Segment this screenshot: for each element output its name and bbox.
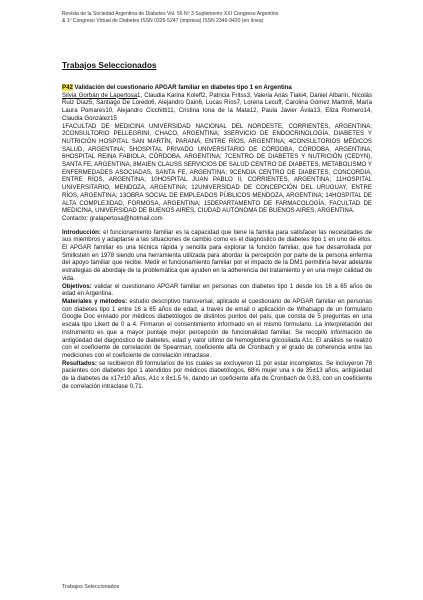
objectives-label: Objetivos:	[62, 282, 92, 290]
section-title: Trabajos Seleccionados	[62, 60, 157, 70]
objectives-text: validar el cuestionario APGAR familiar en personas con diabetes tipo 1 desde los 16 a 65 años de edad en Argentina.	[62, 282, 372, 298]
results-text: se recibieron 89 formularios de los cuales se excluyeron 11 por estar incompletos. Se incluyeron 78 pacientes con diabetes tipo 1 atendidos por médicos diabetólogos, 68% mujer una x de 35±13 años, antigüedad de la diabetes de x17±10 años, A1c x 8±1.5 %, dando un coeficiente alfa de Cronbach de 0,83, con un coeficiente de correlación intraclase 0,71.	[62, 359, 372, 390]
methods	[62, 298, 372, 360]
abstract-heading	[62, 84, 372, 92]
introduction-label: Introducción:	[62, 228, 101, 236]
methods-label: Materiales y métodos:	[62, 297, 128, 305]
abstract-title: Validación del cuestionario APGAR familiar en diabetes tipo 1 en Argentina	[72, 84, 292, 91]
results	[62, 360, 372, 391]
affiliations: 1FACULTAD DE MEDICINA UNIVERSIDAD NACIONAL DEL NORDESTE, CORRIENTES, ARGENTINA; 2CONSULTORIO PELLEGRINI, CHACO, ARGENTINA; 3SERVICIO DE ENDOCRINOLOGÍA, DIABETES Y NUTRICIÓN HOSPITAL SAN MARTÍN, PARANÁ, ENTRE RÍOS, ARGENTINA; 4CONSULTORIOS MÉDICOS SALUD, ARGENTINA; 5HOSPITAL PRIVADO UNIVERSITARIO DE CÓRDOBA, CÓRDOBA, ARGENTINA; 6HOSPITAL REINA FABIOLA, CÓRDOBA, ARGENTINA; 7CENTRO DE DIABETES Y NUTRICIÓN (CEDYN), SANTA FE, ARGENTINA; 8MAIEN CLAUSS SERVICIOS DE SALUD CENTRO DE DIABETES, METABOLISMO Y ENFERMEDADES ASOCIADAS, SANTA FE, ARGENTINA; 9CENDIA CENTRO DE DIABETES, CONCORDIA, ENTRE RÍOS, ARGENTINA; 10HOSPITAL JUAN PABLO II, CORRIENTES, ARGENTINA; 11HOSPITAL UNIVERSITARIO, MENDOZA, ARGENTINA; 12UNIVERSIDAD DE CONCEPCIÓN DEL URUGUAY, ENTRE RÍOS, ARGENTINA; 13OBRA SOCIAL DE EMPLEADOS PÚBLICOS MENDOZA, ARGENTINA; 14HOSPITAL DE ALTA COMPLEJIDAD, FORMOSA, ARGENTINA; 15DEPARTAMENTO DE FARMACOLOGÍA, FACULTAD DE MEDICINA, UNIVERSIDAD DE BUENOS AIRES, CIUDAD AUTÓNOMA DE BUENOS AIRES, ARGENTINA.	[62, 122, 372, 215]
introduction	[62, 229, 372, 283]
header-line-1: Revista de la Sociedad Argentina de Diabetes Vol. 56 Nº 3 Suplemento XXI Congreso Argentino	[62, 11, 279, 17]
methods-text: estudio descriptivo transversal, aplicado el cuestionario de APGAR familiar en personas con diabetes tipo 1 entre 16 a 65 años de edad, a través de email o aplicación de Whatsapp de un formulario Google Doc enviado por médicos diabetólogos de distintos puntos del país, que consta de 5 preguntas en una escala tipo Likert de 0 a 4. Firmaron el consentimiento informado en el mismo formulario. La interpretación del instrumento es que a mayor puntaje mejor percepción de funcionalidad familiar. Se recopiló información de antigüedad del diagnóstico de diabetes, edad y valor último de hemoglobina glicosilada A1c. El análisis se realizó con el coeficiente de correlación de Spearman, coeficiente alfa de Cronbach y el grado de coherencia entre las mediciones con el coeficiente de correlación intraclase.	[62, 297, 372, 359]
abstract-code: P42	[62, 84, 73, 91]
header-line-2: & 1º Congreso Virtual de Diabetes ISSN 0325-5247 (impresa) ISSN 2346-9420 (en línea)	[62, 17, 264, 24]
objectives	[62, 283, 372, 298]
introduction-text: el funcionamiento familiar es la capacidad que tiene la familia para satisfacer las necesidades de sus miembros y adaptarse a las situaciones de cambio como es el diagnóstico de diabetes tipo 1 en uno de ellos. El APGAR familiar es una técnica rápida y sencilla para explorar la función familiar, que fue desarrollada por Smilkstein en 1978 siendo una herramienta utilizada para abordar la percepción por parte de la persona enferma del apoyo familiar que recibe. Medir el funcionamiento familiar por el impacto de la DM1 permitiría llevar adelante estrategias de abordaje de la problemática que ayuden en la adherencia del tratamiento y en una mejor calidad de vida.	[62, 228, 372, 282]
authors	[62, 92, 372, 123]
results-label: Resultados:	[62, 359, 97, 367]
other-authors: 1, Claudia Karina Koleff2, Patricia Fritss3, Valeria Ariás Tlaki4, Daniel Albarín, Nicolás Ruiz Díaz5, Santiago De Loredo6, Alejandro Dain6, Lucas Ríos7, Lorena Lecuff, Carolina Gómez Martín8, María Laura Pomares10, Alejandro Cicchitti11, Cristina Iona de la Mata12, Paula Javier Ávila13, Eliza Romero14, Claudia González15	[62, 91, 372, 122]
first-author: Silvia Gorbán de Lapertosa	[62, 91, 138, 99]
contact: Contacto: gralapertosa@hotmail.com	[62, 214, 163, 222]
page-footer: Trabajos Seleccionados	[62, 584, 120, 590]
abstract	[62, 84, 372, 390]
journal-header	[62, 11, 382, 24]
